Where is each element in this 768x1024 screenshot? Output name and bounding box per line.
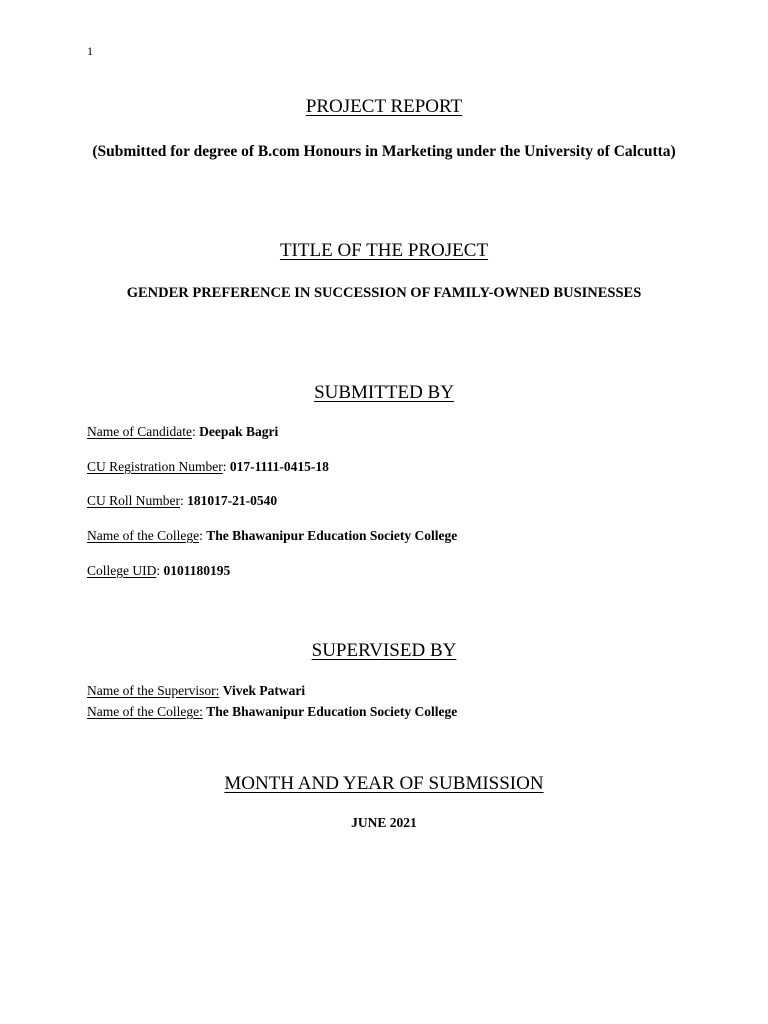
college-name-row [87, 528, 457, 544]
field-value: The Bhawanipur Education Society College [206, 704, 458, 719]
supervisor-college-row [87, 704, 457, 720]
field-value: Deepak Bagri [199, 424, 279, 439]
registration-number-row [87, 459, 329, 475]
submission-heading: MONTH AND YEAR OF SUBMISSION [224, 773, 544, 794]
field-value: 0101180195 [163, 563, 231, 578]
submission-date: JUNE 2021 [351, 815, 417, 830]
candidate-name-row [87, 424, 278, 440]
supervised-by-heading: SUPERVISED BY [311, 640, 457, 661]
field-label: CU Registration Number [87, 459, 223, 474]
title-heading: TITLE OF THE PROJECT [279, 240, 489, 261]
project-title: GENDER PREFERENCE IN SUCCESSION OF FAMILY-OWNED BUSINESSES [126, 285, 642, 301]
field-label: Name of the College [87, 528, 200, 543]
field-label: College UID [87, 563, 157, 578]
field-separator: : [191, 424, 200, 439]
field-label: CU Roll Number [87, 493, 180, 508]
field-separator: : [199, 528, 207, 543]
field-value: 017-1111-0415-18 [229, 459, 329, 474]
page-number: 1 [87, 44, 93, 58]
field-label: Name of Candidate [87, 424, 192, 439]
field-separator: : [156, 563, 164, 578]
submitted-by-heading: SUBMITTED BY [314, 382, 454, 403]
college-uid-row [87, 563, 230, 579]
report-heading: PROJECT REPORT [305, 96, 463, 117]
roll-number-row [87, 493, 277, 509]
field-label: Name of the Supervisor: [87, 683, 220, 698]
field-value: Vivek Patwari [222, 683, 306, 698]
field-separator: : [180, 493, 188, 508]
field-separator: : [222, 459, 230, 474]
field-value: The Bhawanipur Education Society College [206, 528, 458, 543]
field-value: 181017-21-0540 [187, 493, 278, 508]
supervisor-name-row [87, 683, 305, 699]
submission-note: (Submitted for degree of B.com Honours in Marketing under the University of Calcutta) [92, 143, 676, 160]
field-label: Name of the College: [87, 704, 203, 719]
